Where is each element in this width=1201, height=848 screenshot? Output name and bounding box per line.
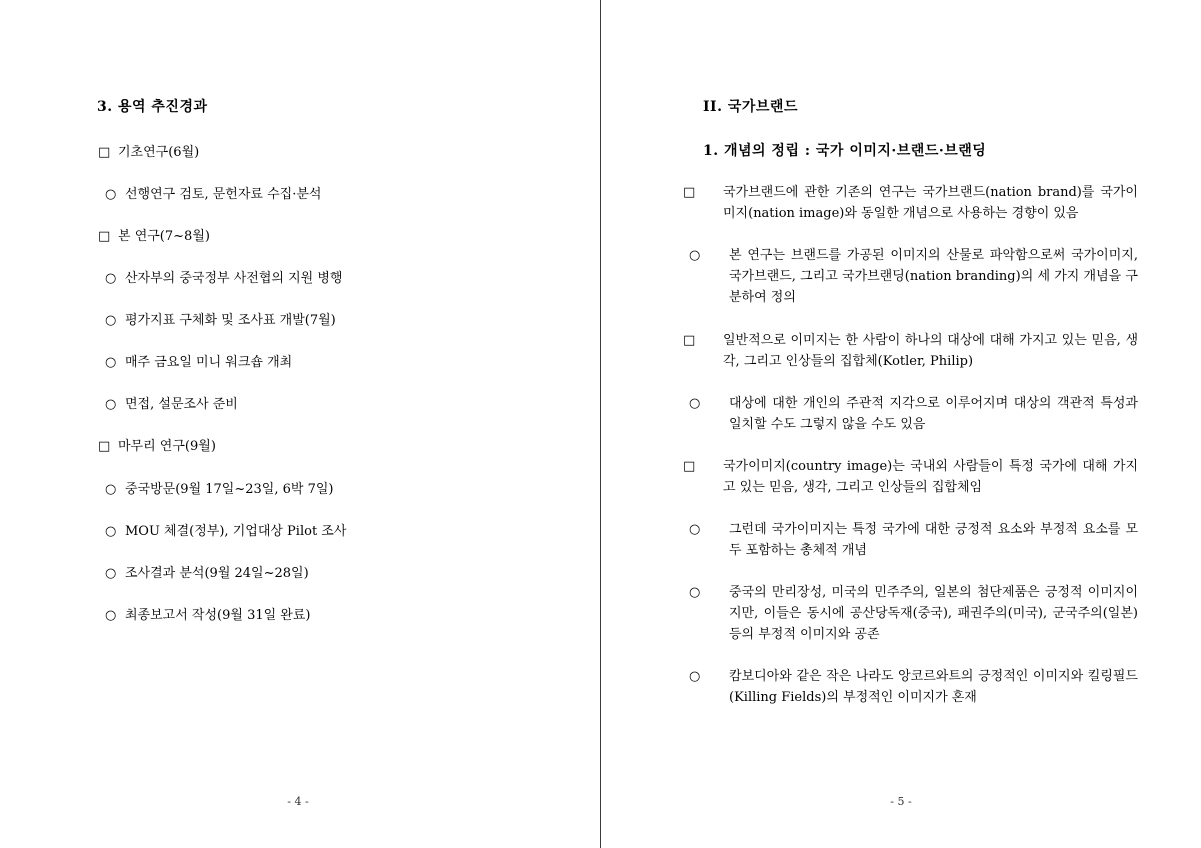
paragraph: □ 국가이미지(country image)는 국내외 사람들이 특정 국가에 대해 가지고 있는 믿음, 생각, 그리고 인상들의 집합체임: [683, 459, 1138, 495]
paragraph: □ 일반적으로 이미지는 한 사람이 하나의 대상에 대해 가지고 있는 믿음, 생각, 그리고 인상들의 집합체(Kotler, Philip): [683, 333, 1138, 369]
paragraph: □ 국가브랜드에 관한 기존의 연구는 국가브랜드(nation brand)를 국가이미지(nation image)와 동일한 개념으로 사용하는 경향이 있음: [683, 185, 1138, 221]
section-heading: 3. 용역 추진경과: [97, 99, 208, 115]
list-item: ○ MOU 체결(정부), 기업대상 Pilot 조사: [105, 524, 347, 539]
list-item: ○ 최종보고서 작성(9월 31일 완료): [105, 608, 311, 623]
list-item: ○ 중국방문(9월 17일~23일, 6박 7일): [105, 482, 334, 497]
paragraph: ○ 중국의 만리장성, 미국의 민주주의, 일본의 첨단제품은 긍정적 이미지이지만, 이들은 동시에 공산당독재(중국), 패권주의(미국), 군국주의(일본) 등의 부정적 이미지와 공존: [689, 585, 1138, 642]
list-item: ○ 선행연구 검토, 문헌자료 수집·분석: [105, 187, 322, 202]
list-item: □ 본 연구(7~8월): [98, 229, 210, 244]
list-item: ○ 조사결과 분석(9월 24일~28일): [105, 566, 309, 581]
list-item: ○ 매주 금요일 미니 워크숍 개최: [105, 355, 293, 370]
list-item: ○ 산자부의 중국정부 사전협의 지원 병행: [105, 271, 343, 286]
list-item: ○ 면접, 설문조사 준비: [105, 397, 238, 412]
paragraph: ○ 대상에 대한 개인의 주관적 지각으로 이루어지며 대상의 객관적 특성과 일치할 수도 그렇지 않을 수도 있음: [689, 396, 1138, 432]
section-title: II. 국가브랜드: [703, 99, 798, 115]
list-item: □ 기초연구(6월): [98, 145, 200, 160]
subsection-title: 1. 개념의 정립 : 국가 이미지·브랜드·브랜딩: [703, 143, 987, 159]
paragraph: ○ 캄보디아와 같은 작은 나라도 앙코르와트의 긍정적인 이미지와 킬링필드(Killing Fields)의 부정적인 이미지가 혼재: [689, 669, 1138, 705]
paragraph: ○ 그런데 국가이미지는 특정 국가에 대한 긍정적 요소와 부정적 요소를 모두 포함하는 총체적 개념: [689, 522, 1138, 558]
page-number: - 4 -: [287, 795, 309, 808]
paragraph: ○ 본 연구는 브랜드를 가공된 이미지의 산물로 파악함으로써 국가이미지, 국가브랜드, 그리고 국가브랜딩(nation branding)의 세 가지 개념을 구분하여 정의: [689, 248, 1138, 305]
page-number: - 5 -: [890, 795, 912, 808]
document-page-5: [601, 0, 1201, 848]
list-item: □ 마무리 연구(9월): [98, 439, 216, 454]
list-item: ○ 평가지표 구체화 및 조사표 개발(7월): [105, 313, 336, 328]
document-page-4: [0, 0, 600, 848]
